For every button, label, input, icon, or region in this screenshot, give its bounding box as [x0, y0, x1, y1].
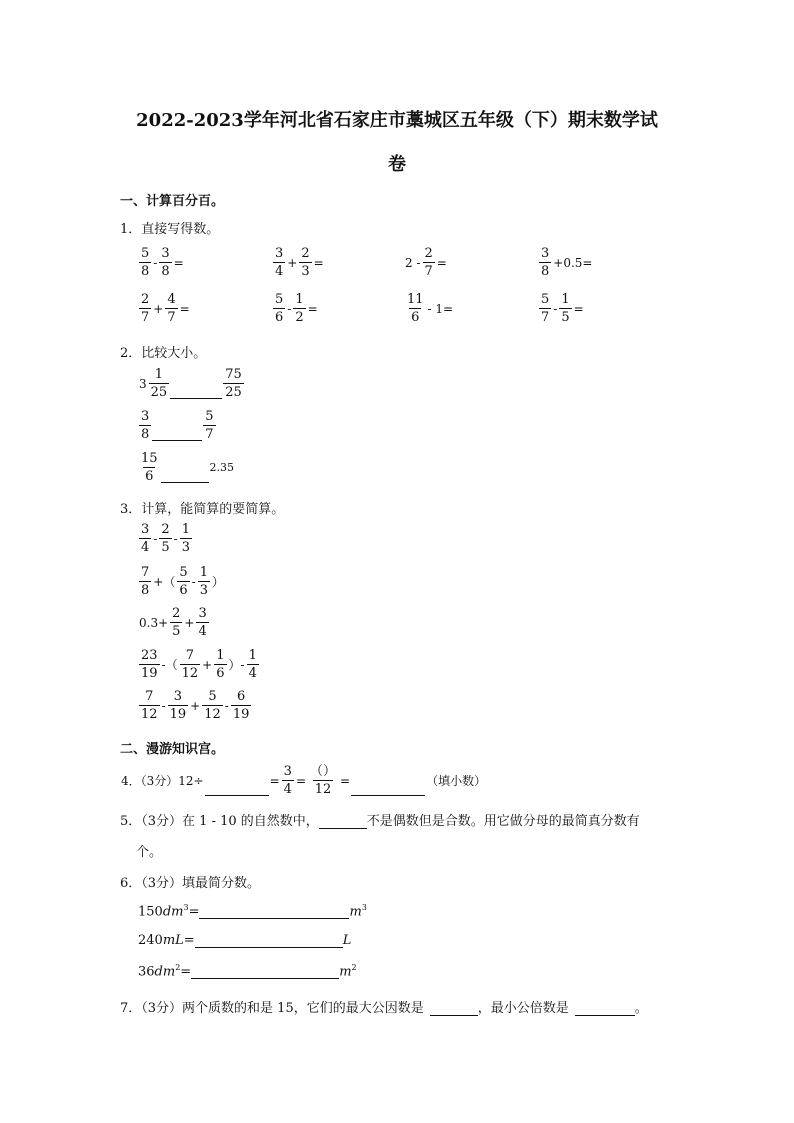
- question-5-line-2: 个。: [136, 845, 163, 860]
- question-1-label: 1．直接写得数。: [120, 222, 220, 237]
- q6-row-2: 240mL= L: [138, 933, 352, 948]
- q2-compare-3: $\frac{15}{6}$ 2.35: [141, 451, 235, 484]
- question-3-label: 3．计算，能简算的要简算。: [120, 502, 285, 517]
- q1-item-3: 2 - $\frac{2}{7}$ =: [405, 246, 447, 279]
- q3-expression-4: $\frac{23}{19}$ -（ $\frac{7}{12}$ + $\frac{1}{6}$ ）- $\frac{1}{4}$: [141, 648, 257, 681]
- answer-blank[interactable]: [161, 468, 209, 483]
- answer-blank[interactable]: [575, 1001, 635, 1016]
- question-7: 7．（3分）两个质数的和是 15，它们的最大公因数是 ，最小公倍数是 。: [120, 1001, 648, 1016]
- q1-item-6: $\frac{5}{6}$ - $\frac{1}{2}$ =: [275, 292, 318, 325]
- q3-expression-2: $\frac{7}{8}$ +（ $\frac{5}{6}$ - $\frac{1}{3}$ ）: [141, 565, 224, 598]
- question-4: 4．（3分）12÷ = $\frac{3}{4}$ = $\frac{()}{12}$ = （填小数）: [121, 764, 487, 797]
- answer-blank[interactable]: [319, 814, 367, 829]
- question-2-label: 2．比较大小。: [120, 346, 207, 361]
- q3-expression-1: $\frac{3}{4}$ - $\frac{2}{5}$ - $\frac{1}{3}$: [141, 522, 190, 555]
- q1-item-4: $\frac{3}{8}$ +0.5=: [541, 246, 593, 279]
- answer-blank[interactable]: [191, 964, 339, 979]
- q3-expression-5: $\frac{7}{12}$ - $\frac{3}{19}$ + $\frac{5}{12}$ - $\frac{6}{19}$: [141, 689, 250, 722]
- answer-blank[interactable]: [152, 426, 202, 441]
- answer-blank[interactable]: [430, 1001, 478, 1016]
- q1-item-7: $\frac{11}{6}$ - 1=: [407, 292, 454, 325]
- answer-blank[interactable]: [351, 781, 425, 796]
- q1-item-1: $\frac{5}{8}$ - $\frac{3}{8}$ =: [141, 246, 184, 279]
- section-heading-1: 一、计算百分百。: [120, 194, 225, 209]
- answer-blank[interactable]: [205, 781, 269, 796]
- answer-blank[interactable]: [195, 933, 343, 948]
- q3-expression-3: 0.3+ $\frac{2}{5}$ + $\frac{3}{4}$: [139, 606, 207, 639]
- answer-blank[interactable]: [199, 904, 349, 919]
- page-title: 2022-2023学年河北省石家庄市藁城区五年级（下）期末数学试: [136, 110, 658, 131]
- q6-row-3: $36dm^2= m^2$: [138, 963, 357, 980]
- q1-item-2: $\frac{3}{4}$ + $\frac{2}{3}$ =: [275, 246, 324, 279]
- q6-row-1: $150dm^3= m^3$: [138, 903, 367, 920]
- q2-compare-2: $\frac{3}{8}$ $\frac{5}{7}$: [141, 409, 214, 442]
- question-6-label: 6．（3分）填最简分数。: [120, 876, 261, 891]
- page-title-continued: 卷: [388, 154, 406, 175]
- answer-blank[interactable]: [170, 384, 222, 399]
- section-heading-2: 二、漫游知识宫。: [120, 742, 225, 757]
- q2-compare-1: 3 $\frac{1}{25}$ $\frac{75}{25}$: [139, 367, 242, 400]
- question-5: 5．（3分）在 1 - 10 的自然数中， 不是偶数但是合数。用它做分母的最简真分数有: [120, 814, 640, 829]
- q1-item-8: $\frac{5}{7}$ - $\frac{1}{5}$ =: [541, 292, 584, 325]
- q1-item-5: $\frac{2}{7}$ + $\frac{4}{7}$ =: [141, 292, 190, 325]
